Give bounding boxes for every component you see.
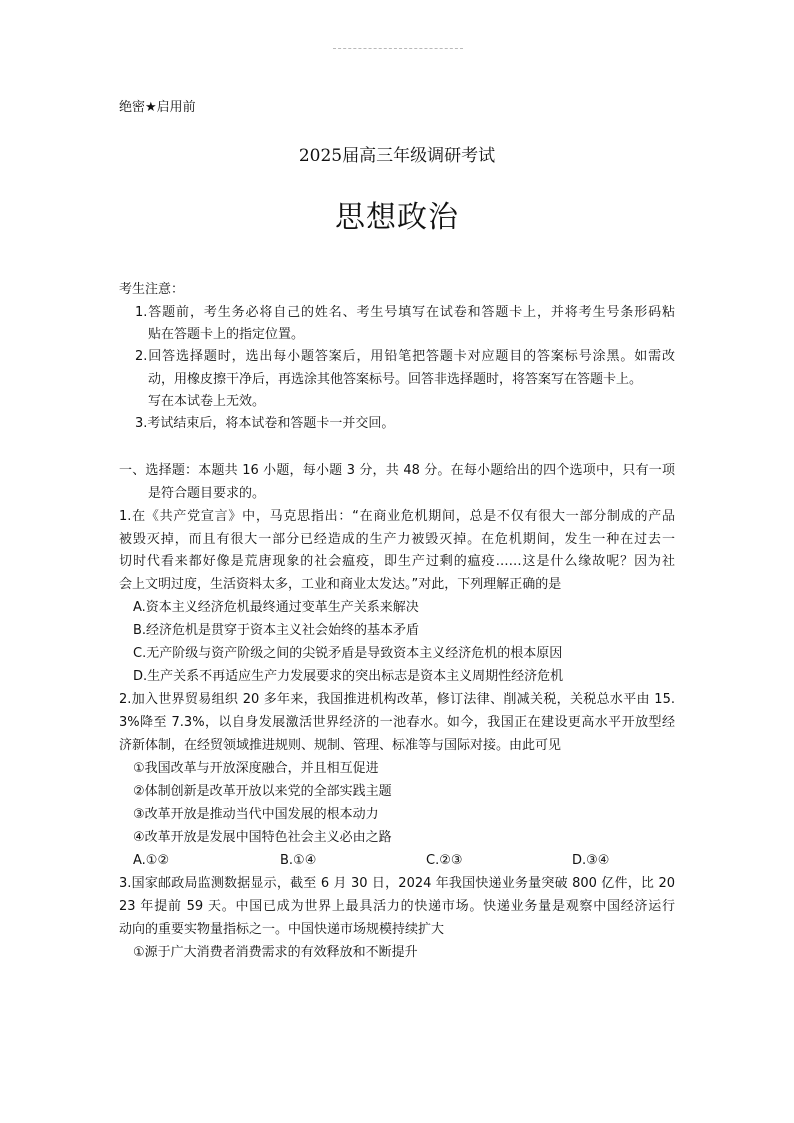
q3-stem-line: 动向的重要实物量指标之一。中国快递市场规模持续扩大 bbox=[119, 922, 445, 937]
exam-title: 2025届高三年级调研考试 bbox=[298, 146, 496, 166]
q1-stem-line: 1.在《共产党宣言》中，马克思指出：“在商业危机期间，总是不仅有很大一部分制成的产品 bbox=[119, 509, 675, 524]
q1-stem-line: 切时代看来都好像是荒唐现象的社会瘟疫，即生产过剩的瘟疫……这是什么缘故呢？因为社 bbox=[119, 554, 675, 569]
q1-option-a: A.资本主义经济危机最终通过变革生产关系来解决 bbox=[133, 600, 419, 615]
notice-line: 3.考试结束后，将本试卷和答题卡一并交回。 bbox=[135, 416, 395, 431]
q2-choice-b: B.①④ bbox=[280, 853, 317, 868]
q2-item: ③改革开放是推动当代中国发展的根本动力 bbox=[133, 807, 379, 822]
q1-stem-line: 被毁灭掉，而且有很大一部分已经造成的生产力被毁灭掉。在危机期间，发生一种在过去一 bbox=[119, 532, 675, 547]
q2-choice-c: C.②③ bbox=[426, 853, 463, 868]
subject-title: 思想政治 bbox=[335, 200, 459, 235]
notice-line: 贴在答题卡上的指定位置。 bbox=[148, 327, 305, 342]
q1-stem-line: 会上文明过度，生活资料太多，工业和商业太发达。”对此，下列理解正确的是 bbox=[119, 577, 562, 592]
q2-choice-d: D.③④ bbox=[572, 853, 610, 868]
header-dashed-rule bbox=[333, 48, 463, 49]
q1-option-b: B.经济危机是贯穿于资本主义社会始终的基本矛盾 bbox=[133, 623, 420, 638]
q1-option-d: D.生产关系不再适应生产力发展要求的突出标志是资本主义周期性经济危机 bbox=[133, 669, 564, 684]
q2-choice-a: A.①② bbox=[133, 853, 170, 868]
q1-option-c: C.无产阶级与资产阶级之间的尖锐矛盾是导致资本主义经济危机的根本原因 bbox=[133, 646, 563, 661]
notice-line: 写在本试卷上无效。 bbox=[148, 394, 266, 409]
q2-item: ④改革开放是发展中国特色社会主义必由之路 bbox=[133, 830, 392, 845]
q3-stem-line: 3.国家邮政局监测数据显示，截至 6 月 30 日，2024 年我国快递业务量突破 800 亿件，比 20 bbox=[119, 876, 675, 891]
q2-stem-line: 3%降至 7.3%，以自身发展激活世界经济的一池春水。如今，我国正在建设更高水平开放型经 bbox=[119, 715, 675, 730]
section-heading-cont: 是符合题目要求的。 bbox=[148, 486, 266, 501]
q3-item: ①源于广大消费者消费需求的有效释放和不断提升 bbox=[133, 945, 418, 960]
q2-stem-line: 2.加入世界贸易组织 20 多年来，我国推进机构改革，修订法律、削减关税，关税总水平由 15. bbox=[119, 692, 675, 707]
notice-line: 2.回答选择题时，选出每小题答案后，用铅笔把答题卡对应题目的答案标号涂黑。如需改 bbox=[135, 349, 675, 364]
q2-stem-line: 济新体制，在经贸领域推进规则、规制、管理、标准等与国际对接。由此可见 bbox=[119, 738, 562, 753]
section-heading: 一、选择题：本题共 16 小题，每小题 3 分，共 48 分。在每小题给出的四个选项中，只有一项 bbox=[119, 463, 675, 478]
notice-line: 1.答题前，考生务必将自己的姓名、考生号填写在试卷和答题卡上，并将考生号条形码粘 bbox=[135, 305, 675, 320]
notice-line: 动，用橡皮擦干净后，再选涂其他答案标号。回答非选择题时，将答案写在答题卡上。 bbox=[148, 372, 643, 387]
q2-item: ②体制创新是改革开放以来党的全部实践主题 bbox=[133, 784, 392, 799]
confidential-label: 绝密★启用前 bbox=[119, 100, 196, 115]
notice-title: 考生注意： bbox=[119, 282, 185, 297]
q3-stem-line: 23 年提前 59 天。中国已成为世界上最具活力的快递市场。快递业务量是观察中国经济运行 bbox=[119, 899, 675, 914]
q2-item: ①我国改革与开放深度融合，并且相互促进 bbox=[133, 761, 379, 776]
